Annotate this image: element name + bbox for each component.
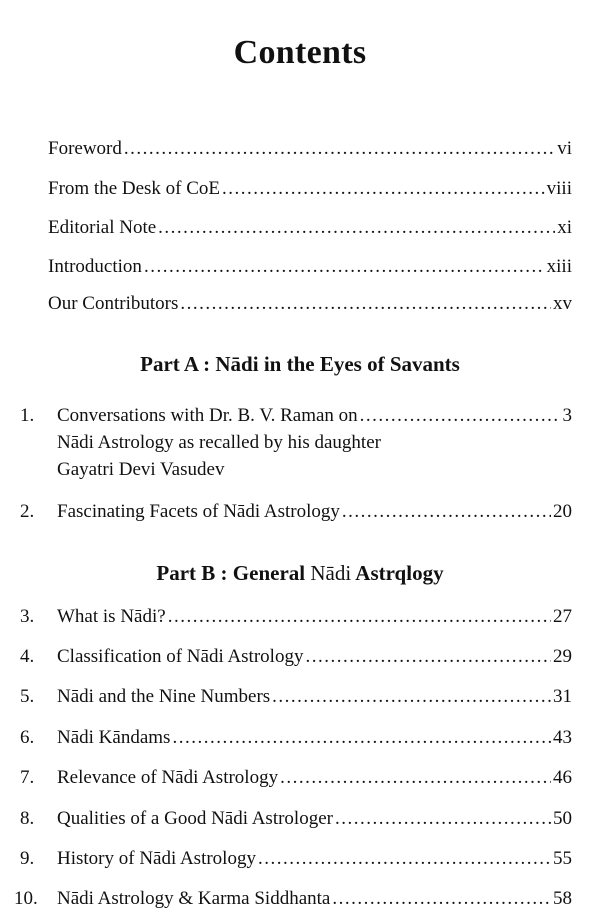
toc-entry-title: History of Nādi Astrology xyxy=(57,848,256,869)
toc-entry-foreword[interactable] xyxy=(0,137,600,163)
toc-entry-chapter-4[interactable] xyxy=(0,645,600,671)
toc-entry-page: 46 xyxy=(553,767,572,788)
toc-entry-title: Nādi Kāndams xyxy=(57,727,171,748)
toc-entry-page: vi xyxy=(557,138,572,159)
chapter-number: 10. xyxy=(14,888,38,909)
dot-leader xyxy=(168,605,551,629)
chapter-number: 9. xyxy=(20,848,35,869)
dot-leader xyxy=(335,807,551,831)
dot-leader xyxy=(172,726,551,750)
toc-entry-chapter-10[interactable] xyxy=(0,887,600,913)
toc-entry-title: Classification of Nādi Astrology xyxy=(57,646,304,667)
toc-entry-title: Qualities of a Good Nādi Astrologer xyxy=(57,808,333,829)
part-b-heading xyxy=(0,561,600,586)
toc-entry-page: 3 xyxy=(562,405,572,426)
toc-entry-chapter-8[interactable] xyxy=(0,807,600,833)
toc-entry-editorial-note[interactable] xyxy=(0,216,600,242)
toc-entry-title-continuation: Nādi Astrology as recalled by his daughter xyxy=(57,432,381,453)
dot-leader xyxy=(144,255,545,279)
toc-entry-chapter-3[interactable] xyxy=(0,605,600,631)
toc-entry-chapter-6[interactable] xyxy=(0,726,600,752)
toc-entry-page: xiii xyxy=(546,256,572,277)
toc-entry-page: 27 xyxy=(553,606,572,627)
toc-entry-chapter-9[interactable] xyxy=(0,847,600,873)
chapter-number: 6. xyxy=(20,727,35,748)
toc-entry-page: xi xyxy=(557,217,572,238)
toc-entry-chapter-5[interactable] xyxy=(0,685,600,711)
dot-leader xyxy=(222,177,545,201)
dot-leader xyxy=(258,847,551,871)
toc-entry-introduction[interactable] xyxy=(0,255,600,281)
dot-leader xyxy=(360,404,561,428)
toc-entry-page: xv xyxy=(553,293,572,314)
chapter-number: 3. xyxy=(20,606,35,627)
toc-entry-title: Nādi Astrology & Karma Siddhanta xyxy=(57,888,331,909)
chapter-number: 2. xyxy=(20,501,35,522)
dot-leader xyxy=(124,137,555,161)
toc-entry-title: What is Nādi? xyxy=(57,606,166,627)
toc-entry-page: 55 xyxy=(553,848,572,869)
toc-entry-title: Introduction xyxy=(48,256,142,277)
dot-leader xyxy=(342,500,551,524)
toc-entry-chapter-2[interactable] xyxy=(0,500,600,526)
dot-leader xyxy=(280,766,551,790)
toc-entry-page: 50 xyxy=(553,808,572,829)
toc-entry-page: 58 xyxy=(553,888,572,909)
dot-leader xyxy=(332,887,551,911)
part-b-heading-suffix: Astrqlogy xyxy=(355,561,444,585)
toc-entry-title: Conversations with Dr. B. V. Raman on xyxy=(57,405,358,426)
toc-entry-title-continuation: Gayatri Devi Vasudev xyxy=(57,459,225,480)
toc-entry-page: 31 xyxy=(553,686,572,707)
dot-leader xyxy=(305,645,551,669)
dot-leader xyxy=(272,685,551,709)
toc-entry-page: 43 xyxy=(553,727,572,748)
toc-entry-title: Fascinating Facets of Nādi Astrology xyxy=(57,501,340,522)
chapter-number: 8. xyxy=(20,808,35,829)
toc-entry-title: Relevance of Nādi Astrology xyxy=(57,767,279,788)
toc-entry-page: 20 xyxy=(553,501,572,522)
toc-entry-title: Nādi and the Nine Numbers xyxy=(57,686,271,707)
chapter-number: 5. xyxy=(20,686,35,707)
toc-entry-from-the-desk[interactable] xyxy=(0,177,600,203)
toc-entry-title: Our Contributors xyxy=(48,293,179,314)
toc-entry-page: viii xyxy=(546,178,572,199)
chapter-number: 7. xyxy=(20,767,35,788)
toc-entry-our-contributors[interactable] xyxy=(0,292,600,318)
toc-entry-chapter-7[interactable] xyxy=(0,766,600,792)
toc-entry-page: 29 xyxy=(553,646,572,667)
toc-entry-title: From the Desk of CoE xyxy=(48,178,221,199)
part-b-heading-middle: Nādi xyxy=(310,561,352,585)
toc-entry-chapter-1[interactable] xyxy=(0,404,600,430)
page-title: Contents xyxy=(233,34,367,71)
toc-entry-title: Foreword xyxy=(48,138,122,159)
dot-leader xyxy=(158,216,555,240)
chapter-number: 4. xyxy=(20,646,35,667)
part-a-heading: Part A : Nādi in the Eyes of Savants xyxy=(140,352,460,376)
part-b-heading-prefix: Part B : General xyxy=(156,561,306,585)
dot-leader xyxy=(180,292,551,316)
chapter-number: 1. xyxy=(20,405,35,426)
toc-entry-title: Editorial Note xyxy=(48,217,157,238)
